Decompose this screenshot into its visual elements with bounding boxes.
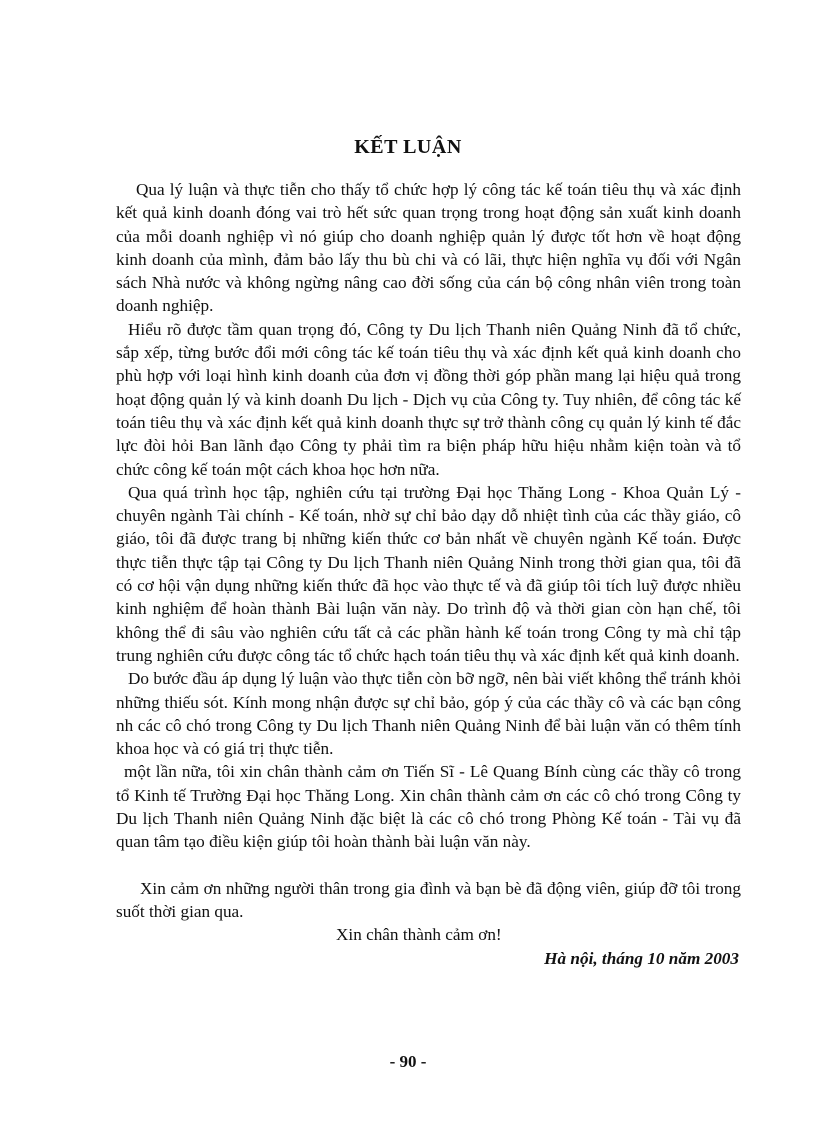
page-title: KẾT LUẬN (354, 136, 462, 158)
page-number: - 90 - (389, 1052, 427, 1071)
dateline: Hà nội, tháng 10 năm 2003 (544, 948, 739, 968)
paragraph-5: một lần nữa, tôi xin chân thành cảm ơn Tiến Sĩ - Lê Quang Bính cùng các thầy cô trong tổ Kinh tế Trường Đại học Thăng Long. Xin chân thành cảm ơn các cô chó trong Công ty Du lịch Thanh niên Quảng Ninh đặc biệt là các cô chó trong Phòng Kế toán - Tài vụ đã quan tâm tạo điều kiện giúp tôi hoàn thành bài luận văn này. (116, 762, 741, 852)
body-text (116, 178, 741, 970)
paragraph-6: Xin cảm ơn những người thân trong gia đình và bạn bè đã động viên, giúp đỡ tôi trong suốt thời gian qua. (116, 878, 741, 921)
closing-thanks: Xin chân thành cảm ơn! (336, 925, 502, 945)
paragraph-2: Hiểu rõ được tầm quan trọng đó, Công ty Du lịch Thanh niên Quảng Ninh đã tổ chức, sắp xếp, từng bước đổi mới công tác kế toán tiêu thụ và xác định kết quả kinh doanh cho phù hợp với loại hình kinh doanh của đơn vị đồng thời góp phần mang lại hiệu quả trong hoạt động quản lý và kinh doanh Du lịch - Dịch vụ của Công ty. Tuy nhiên, để công tác kế toán tiêu thụ và xác định kết quả kinh doanh thực sự trở thành công cụ quản lý kinh tế đắc lực đòi hỏi Ban lãnh đạo Công ty phải tìm ra biện pháp hữu hiệu nhằm kiện toàn và tổ chức công kế toán một cách khoa học hơn nữa. (116, 319, 741, 479)
paragraph-4: Do bước đầu áp dụng lý luận vào thực tiễn còn bỡ ngỡ, nên bài viết không thể tránh khỏi những thiếu sót. Kính mong nhận được sự chỉ bảo, góp ý của các thầy cô và các bạn công nh các cô chó trong Công ty Du lịch Thanh niên Quảng Ninh để bài luận văn có thêm tính khoa học và có giá trị thực tiễn. (116, 669, 741, 759)
paragraph-1: Qua lý luận và thực tiễn cho thấy tổ chức hợp lý công tác kế toán tiêu thụ và xác định kết quả kinh doanh đóng vai trò hết sức quan trọng trong hoạt động sản xuất kinh doanh của mỗi doanh nghiệp vì nó giúp cho doanh nghiệp quản lý được tốt hơn về hoạt động kinh doanh của mình, đảm bảo lấy thu bù chi và có lãi, thực hiện nghĩa vụ đối với Ngân sách Nhà nước và không ngừng nâng cao đời sống của cán bộ công nhân viên trong toàn doanh nghiệp. (116, 180, 741, 316)
paragraph-3: Qua quá trình học tập, nghiên cứu tại trường Đại học Thăng Long - Khoa Quản Lý - chuyên ngành Tài chính - Kế toán, nhờ sự chỉ bảo dạy dỗ nhiệt tình của các thầy giáo, cô giáo, tôi đã được trang bị những kiến thức cơ bản nhất về chuyên ngành Kế toán. Được thực tiễn thực tập tại Công ty Du lịch Thanh niên Quảng Ninh trong thời gian qua, tôi đã có cơ hội vận dụng những kiến thức đã học vào thực tế và đã giúp tôi tích luỹ được nhiều kinh nghiệm để hoàn thành Bài luận văn này. Do trình độ và thời gian còn hạn chế, tôi không thể đi sâu vào nghiên cứu tất cả các phần hành kế toán trong Công ty mà chỉ tập trung nghiên cứu được công tác tổ chức hạch toán tiêu thụ và xác định kết quả kinh doanh. (116, 482, 741, 665)
